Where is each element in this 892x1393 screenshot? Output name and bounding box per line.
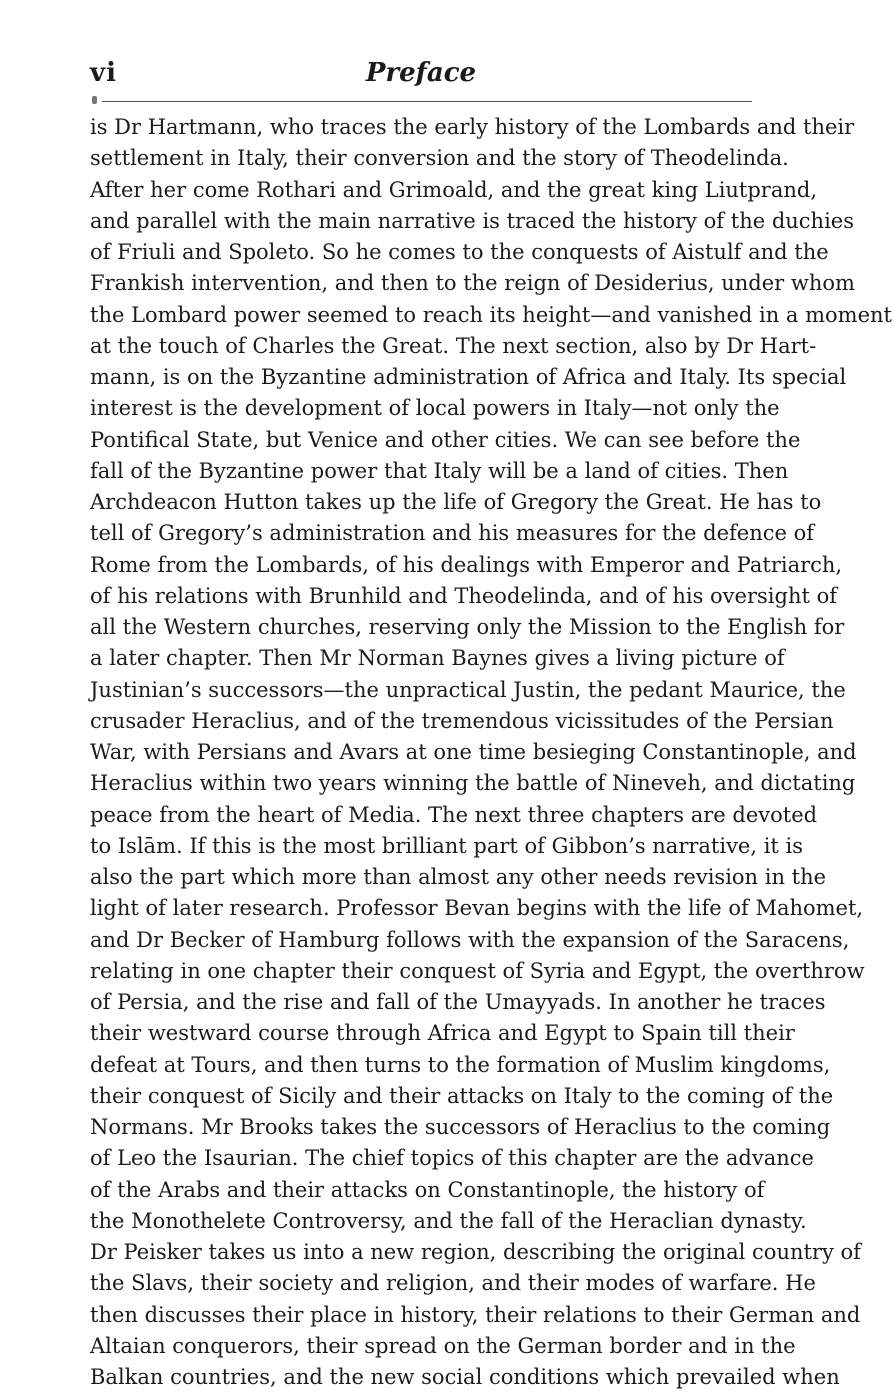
body-text (90, 112, 892, 1393)
text-line: War, with Persians and Avars at one time besieging Constantinople, and (90, 740, 857, 764)
text-line: to Islām. If this is the most brilliant part of Gibbon’s narrative, it is (90, 833, 804, 858)
running-head: Preface (365, 58, 477, 88)
text-line: light of later research. Professor Bevan begins with the life of Mahomet, (90, 896, 864, 921)
text-line: relating in one chapter their conquest of Syria and Egypt, the overthrow (90, 958, 865, 983)
header-rule-mark (92, 96, 97, 104)
text-line: tell of Gregory’s administration and his measures for the defence of (90, 521, 815, 546)
text-line: all the Western churches, reserving only the Mission to the English for (90, 615, 845, 639)
text-line: Heraclius within two years winning the battle of Nineveh, and dictating (90, 771, 856, 796)
page-header (90, 58, 752, 98)
text-line: Balkan countries, and the new social conditions which prevailed when (90, 1365, 840, 1389)
text-line: Archdeacon Hutton takes up the life of Gregory the Great. He has to (90, 490, 822, 514)
text-line: and parallel with the main narrative is traced the history of the duchies (90, 208, 854, 233)
page-number: vi (90, 58, 117, 88)
text-line: Altaian conquerors, their spread on the German border and in the (90, 1333, 796, 1358)
text-line: peace from the heart of Media. The next three chapters are devoted (90, 802, 818, 827)
text-line: defeat at Tours, and then turns to the formation of Muslim kingdoms, (90, 1052, 831, 1077)
text-line: of the Arabs and their attacks on Constantinople, the history of (90, 1177, 765, 1202)
text-line: of Friuli and Spoleto. So he comes to the conquests of Aistulf and the (90, 240, 829, 264)
text-line: of Leo the Isaurian. The chief topics of this chapter are the advance (90, 1146, 814, 1171)
text-line: of Persia, and the rise and fall of the Umayyads. In another he traces (90, 990, 826, 1014)
text-line: Frankish intervention, and then to the reign of Desiderius, under whom (90, 271, 855, 296)
text-line: interest is the development of local powers in Italy—not only the (90, 396, 780, 421)
text-line: is Dr Hartmann, who traces the early history of the Lombards and their (90, 115, 855, 139)
text-line: their conquest of Sicily and their attacks on Italy to the coming of the (90, 1083, 834, 1108)
text-line: crusader Heraclius, and of the tremendous vicissitudes of the Persian (90, 708, 834, 733)
text-line: at the touch of Charles the Great. The next section, also by Dr Hart- (90, 333, 817, 358)
text-line: their westward course through Africa and Egypt to Spain till their (90, 1021, 795, 1046)
text-line: a later chapter. Then Mr Norman Baynes gives a living picture of (90, 646, 785, 671)
text-line: the Lombard power seemed to reach its height—and vanished in a moment (90, 302, 892, 327)
text-line: fall of the Byzantine power that Italy will be a land of cities. Then (90, 458, 789, 483)
text-line: Dr Peisker takes us into a new region, describing the original country of (90, 1240, 861, 1264)
text-line: also the part which more than almost any other needs revision in the (90, 865, 827, 889)
text-line: Normans. Mr Brooks takes the successors of Heraclius to the coming (90, 1115, 831, 1139)
text-line: the Monothelete Controversy, and the fall of the Heraclian dynasty. (90, 1208, 807, 1233)
text-line: Rome from the Lombards, of his dealings with Emperor and Patriarch, (90, 552, 843, 577)
text-line: and Dr Becker of Hamburg follows with the expansion of the Saracens, (90, 927, 850, 952)
text-line: then discusses their place in history, their relations to their German and (90, 1302, 861, 1327)
text-line: After her come Rothari and Grimoald, and the great king Liutprand, (90, 177, 818, 202)
text-line: Pontifical State, but Venice and other cities. We can see before the (90, 427, 801, 452)
text-line: mann, is on the Byzantine administration of Africa and Italy. Its special (90, 365, 847, 389)
text-line: the Slavs, their society and religion, and their modes of warfare. He (90, 1271, 816, 1296)
text-line: settlement in Italy, their conversion and the story of Theodelinda. (90, 146, 789, 171)
header-rule (102, 101, 752, 102)
text-line: of his relations with Brunhild and Theodelinda, and of his oversight of (90, 583, 838, 608)
text-line: Justinian’s successors—the unpractical Justin, the pedant Maurice, the (90, 677, 846, 702)
